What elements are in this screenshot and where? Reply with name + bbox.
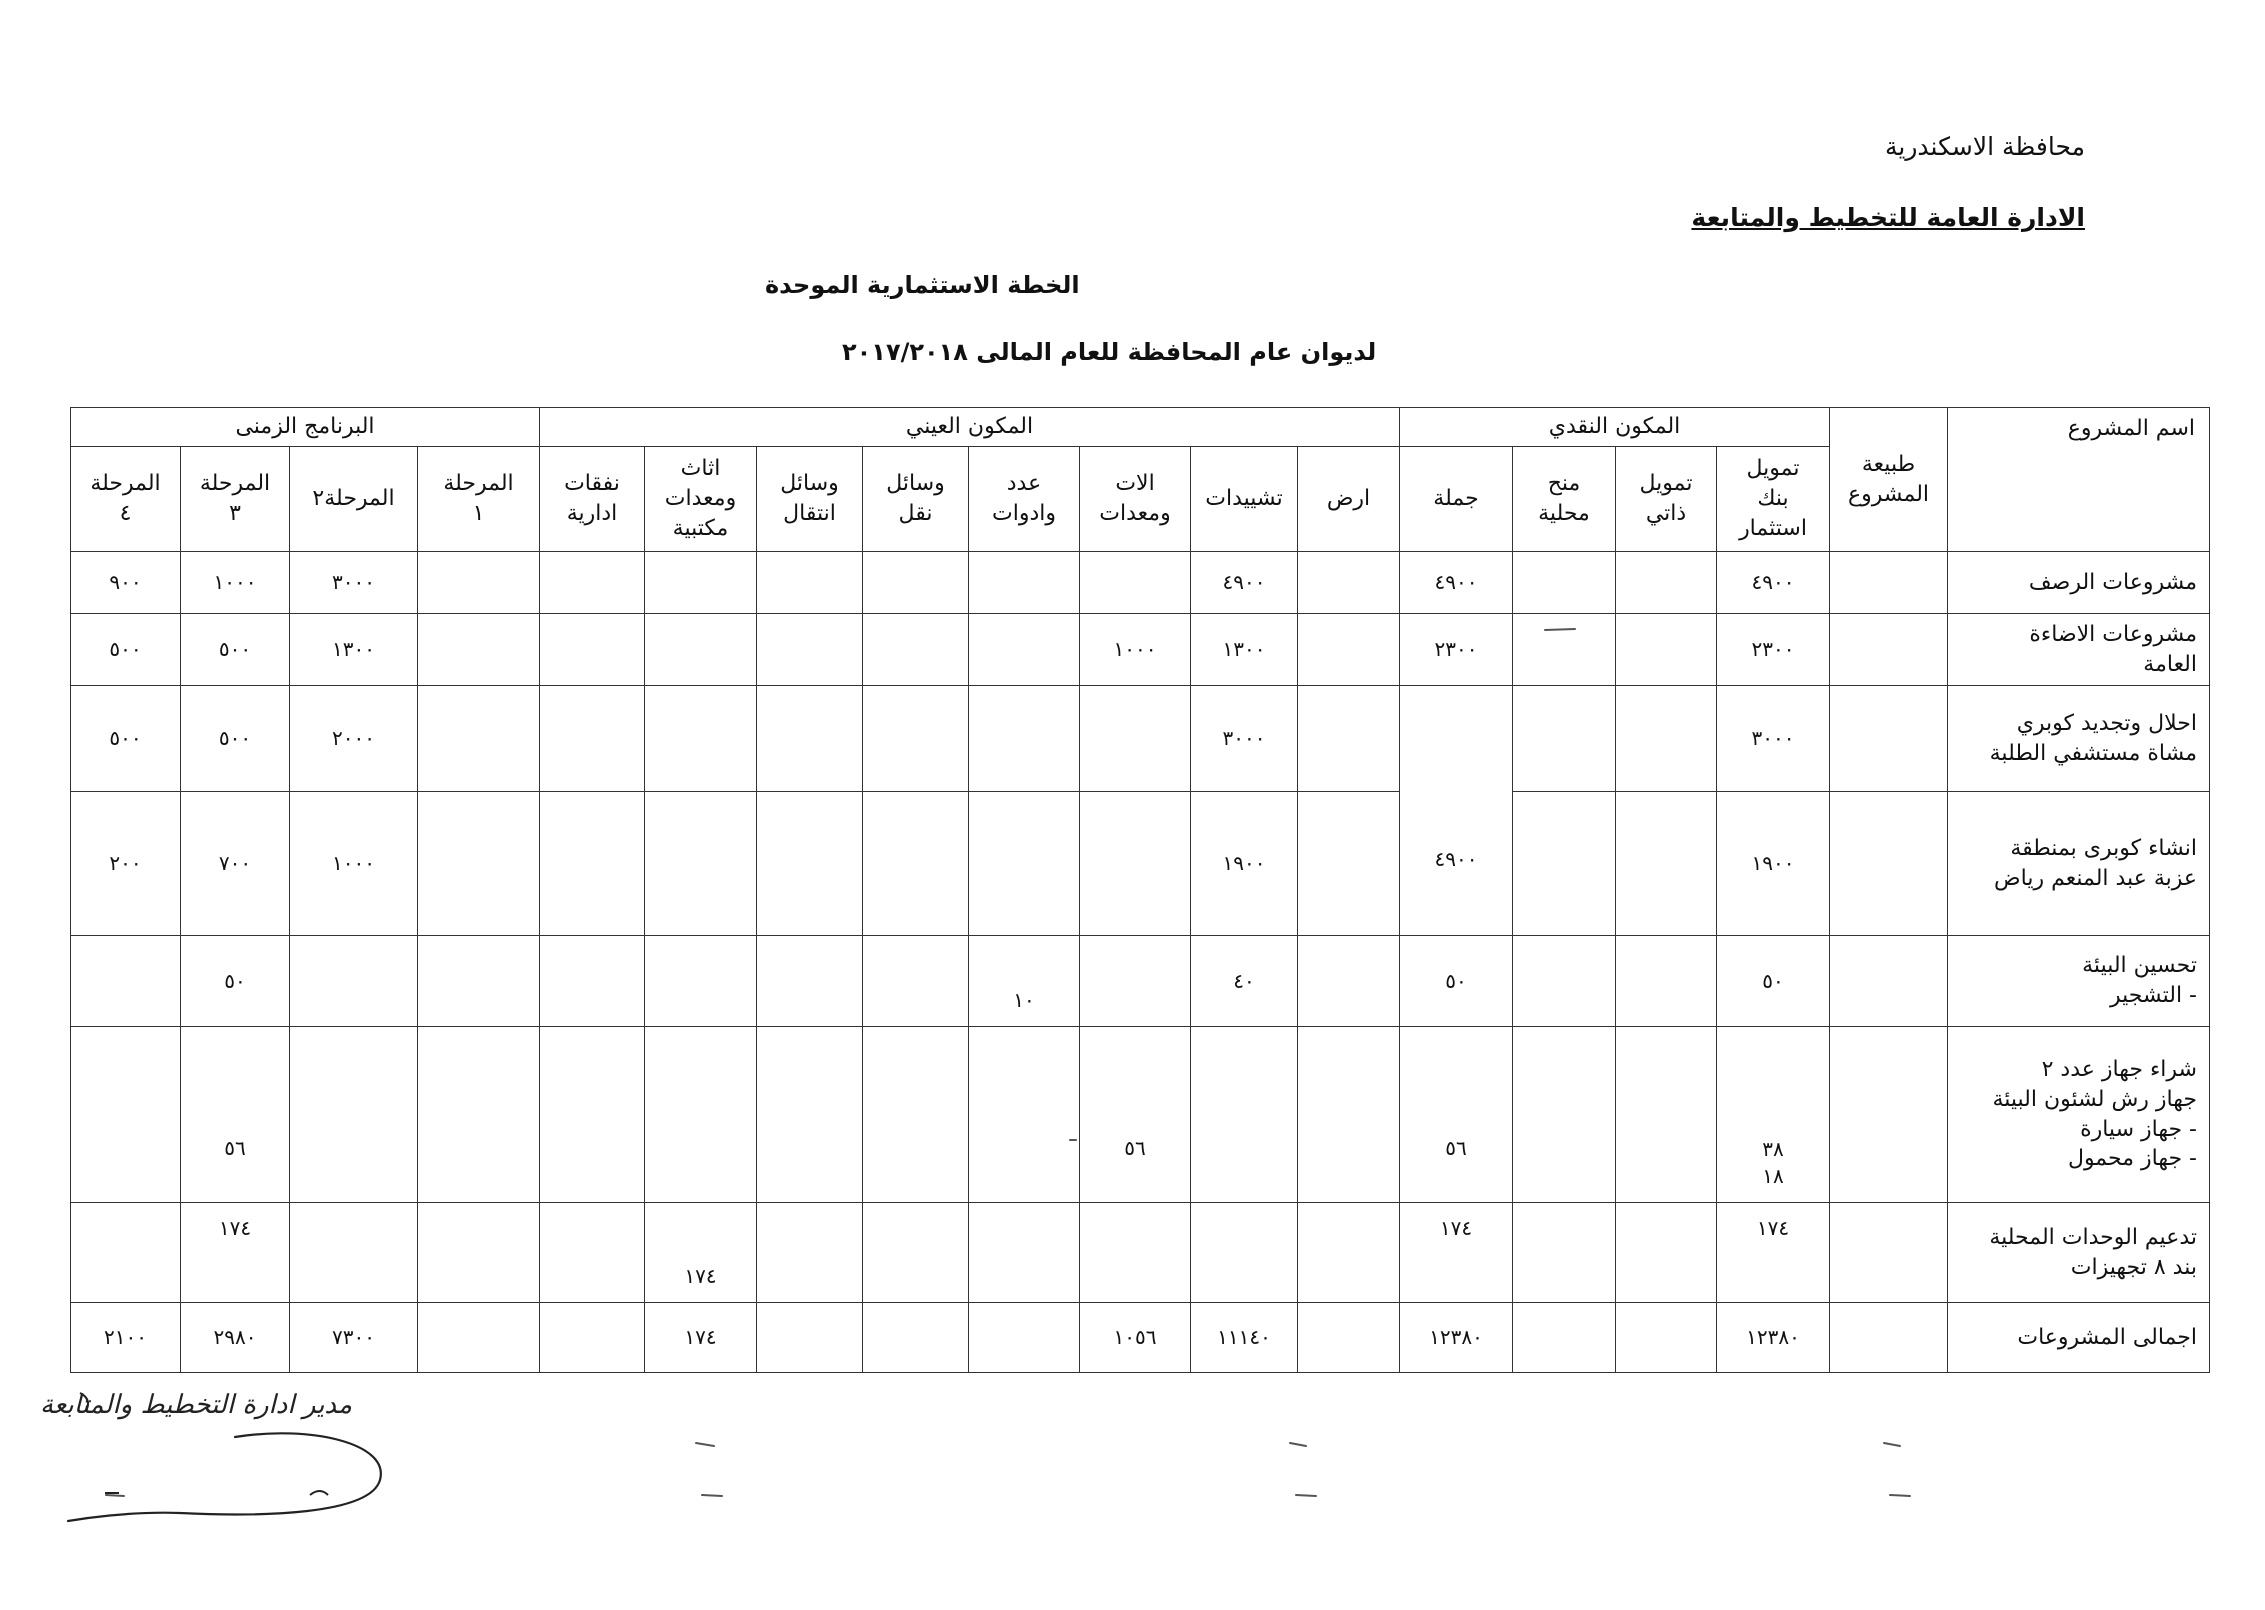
col-construction: تشييدات bbox=[1191, 447, 1298, 552]
col-machinery: الات ومعدات bbox=[1080, 447, 1191, 552]
cell-phase3: ٥٠٠ bbox=[181, 614, 290, 686]
cell-total: ٢٣٠٠ bbox=[1400, 614, 1513, 686]
cell-construction: ١٣٠٠ bbox=[1191, 614, 1298, 686]
cell-bank: ٢٣٠٠ bbox=[1717, 614, 1830, 686]
plan-subtitle: لديوان عام المحافظة للعام المالى ٢٠١٧/٢٠١٨ bbox=[842, 338, 1377, 366]
cell-phase4: ٩٠٠ bbox=[71, 552, 181, 614]
cell-phase4: ٢٠٠ bbox=[71, 792, 181, 936]
cell-total: ٥٠ bbox=[1400, 936, 1513, 1027]
cell-machinery: ١٠٠٠ bbox=[1080, 614, 1191, 686]
project-name: تحسين البيئة - التشجير bbox=[1948, 936, 2210, 1027]
cell-construction: ٤٠ bbox=[1191, 936, 1298, 1027]
cell-construction: ٤٩٠٠ bbox=[1191, 552, 1298, 614]
col-total: جملة bbox=[1400, 447, 1513, 552]
project-name: احلال وتجديد كوبري مشاة مستشفي الطلبة bbox=[1948, 686, 2210, 792]
cell-bank: ٥٠ bbox=[1717, 936, 1830, 1027]
project-name: شراء جهاز عدد ٢ جهاز رش لشئون البيئة - جهاز سيارة - جهاز محمول bbox=[1948, 1027, 2210, 1203]
cell-bank: ٣٠٠٠ bbox=[1717, 686, 1830, 792]
cell-total: ٥٦ bbox=[1400, 1027, 1513, 1203]
project-name: انشاء كوبرى بمنطقة عزبة عبد المنعم رياض bbox=[1948, 792, 2210, 936]
cell-phase3: ١٠٠٠ bbox=[181, 552, 290, 614]
cell-furniture: ١٧٤ bbox=[645, 1203, 757, 1303]
col-admin: نفقات ادارية bbox=[540, 447, 645, 552]
cell-total: ١٧٤ bbox=[1400, 1203, 1513, 1303]
col-bank-financing: تمويل بنك استثمار bbox=[1717, 447, 1830, 552]
cell-phase3: ٥٠٠ bbox=[181, 686, 290, 792]
project-name-header: اسم المشروع bbox=[1948, 408, 2210, 552]
total-construction: ١١١٤٠ bbox=[1191, 1303, 1298, 1373]
cell-bank: ٤٩٠٠ bbox=[1717, 552, 1830, 614]
col-phase2: المرحلة٢ bbox=[290, 447, 418, 552]
col-transport: وسائل نقل bbox=[863, 447, 969, 552]
totals-label: اجمالى المشروعات bbox=[1948, 1303, 2210, 1373]
col-self-financing: تمويل ذاتي bbox=[1616, 447, 1717, 552]
cell-tools: ١٠ bbox=[969, 936, 1080, 1027]
total-furniture: ١٧٤ bbox=[645, 1303, 757, 1373]
stray-marks bbox=[106, 629, 1910, 1496]
cell-phase4: ٥٠٠ bbox=[71, 614, 181, 686]
cash-component-header: المكون النقدي bbox=[1400, 408, 1830, 447]
col-furniture: اثاث ومعدات مكتبية bbox=[645, 447, 757, 552]
plan-title: الخطة الاستثمارية الموحدة bbox=[765, 271, 1080, 299]
total-machinery: ١٠٥٦ bbox=[1080, 1303, 1191, 1373]
cell-construction: ١٩٠٠ bbox=[1191, 792, 1298, 936]
total-total: ١٢٣٨٠ bbox=[1400, 1303, 1513, 1373]
col-phase3: المرحلة ٣ bbox=[181, 447, 290, 552]
cell-phase3: ١٧٤ bbox=[181, 1203, 290, 1303]
cell-phase2: ٣٠٠٠ bbox=[290, 552, 418, 614]
total-bank: ١٢٣٨٠ bbox=[1717, 1303, 1830, 1373]
project-name: مشروعات الرصف bbox=[1948, 552, 2210, 614]
governorate-name: محافظة الاسكندرية bbox=[1884, 132, 2085, 161]
cell-phase2: ٢٠٠٠ bbox=[290, 686, 418, 792]
cell-bank: ١٧٤ bbox=[1717, 1203, 1830, 1303]
inkind-component-header: المكون العيني bbox=[540, 408, 1400, 447]
cell-machinery: ٥٦ bbox=[1080, 1027, 1191, 1203]
col-transfer: وسائل انتقال bbox=[757, 447, 863, 552]
project-name: تدعيم الوحدات المحلية بند ٨ تجهيزات bbox=[1948, 1203, 2210, 1303]
cell-total-merged: ٤٩٠٠ bbox=[1400, 686, 1513, 936]
total-phase4: ٢١٠٠ bbox=[71, 1303, 181, 1373]
col-phase1: المرحلة ١ bbox=[418, 447, 540, 552]
signature-text: مدير ادارة التخطيط والمتابعة bbox=[40, 1390, 352, 1420]
schedule-header: البرنامج الزمنى bbox=[71, 408, 540, 447]
col-tools: عدد وادوات bbox=[969, 447, 1080, 552]
cell-phase3: ٧٠٠ bbox=[181, 792, 290, 936]
department-name: الادارة العامة للتخطيط والمتابعة bbox=[1691, 203, 2085, 232]
cell-phase4: ٥٠٠ bbox=[71, 686, 181, 792]
cell-phase3: ٥٦ bbox=[181, 1027, 290, 1203]
cell-phase2: ١٠٠٠ bbox=[290, 792, 418, 936]
cell-bank: ٣٨ ١٨ bbox=[1717, 1027, 1830, 1203]
project-type-header: طبيعة المشروع bbox=[1830, 408, 1948, 552]
total-phase3: ٢٩٨٠ bbox=[181, 1303, 290, 1373]
cell-construction: ٣٠٠٠ bbox=[1191, 686, 1298, 792]
col-local-grants: منح محلية bbox=[1513, 447, 1616, 552]
col-phase4: المرحلة ٤ bbox=[71, 447, 181, 552]
col-land: ارض bbox=[1298, 447, 1400, 552]
cell-bank: ١٩٠٠ bbox=[1717, 792, 1830, 936]
cell-phase2: ١٣٠٠ bbox=[290, 614, 418, 686]
cell-total: ٤٩٠٠ bbox=[1400, 552, 1513, 614]
cell-phase3: ٥٠ bbox=[181, 936, 290, 1027]
project-name: مشروعات الاضاءة العامة bbox=[1948, 614, 2210, 686]
total-phase2: ٧٣٠٠ bbox=[290, 1303, 418, 1373]
